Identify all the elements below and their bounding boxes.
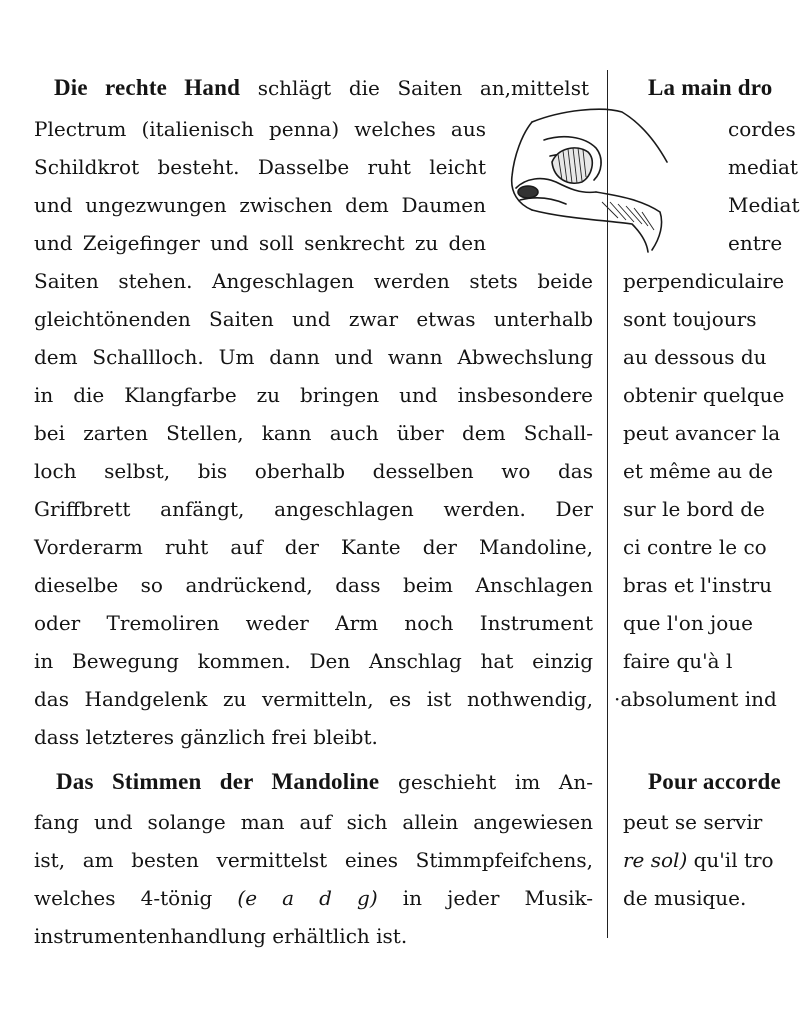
fr-line: et même au de [623,459,773,483]
text-line: dieselbe so andrückend, dass beim Anschlagen [34,573,593,597]
fr-line: perpendiculaire [623,269,785,293]
section-heading-stimmen: Das Stimmen der Mandoline [56,769,380,794]
fr-line: mediat [728,155,798,179]
note-names: re sol) [623,848,688,872]
text-line: in Bewegung kommen. Den Anschlag hat einzig [34,649,593,673]
fr-line: faire qu'à l [623,649,733,673]
section-heading-rechte-hand: Die rechte Hand [54,75,241,100]
text-line: Plectrum (italienisch penna) welches aus [34,117,486,141]
fr-line: ci contre le co [623,535,767,559]
fr-line: cordes [728,117,796,141]
text-line: oder Tremoliren weder Arm noch Instrument [34,611,593,635]
text-fragment: qu'il tro [693,848,774,872]
text-line: das Handgelenk zu vermitteln, es ist nothwendig, [34,687,593,711]
text-line: loch selbst, bis oberhalb desselben wo das [34,459,593,483]
text-line: schlägt die Saiten an,mittelst [257,76,589,100]
fr-line: peut se servir [623,810,763,834]
text-line: und Zeigefinger und soll senkrecht zu den [34,231,486,255]
text-line: geschieht im An- [398,770,594,794]
fr-line: de musique. [623,886,747,910]
fr-line: que l'on joue [623,611,754,635]
text-line: ist, am besten vermittelst eines Stimmpfeifchens, [34,848,593,872]
text-line [34,886,593,910]
fr-line: ·absolument ind [614,687,777,711]
fr-line: obtenir quelque [623,383,785,407]
text-fragment: in jeder Musik- [402,886,594,910]
fr-heading-main-droite: La main dro [648,75,773,100]
text-line: Vorderarm ruht auf der Kante der Mandoline, [34,535,593,559]
de-heading-line [54,76,589,100]
text-line: dass letzteres gänzlich frei bleibt. [34,725,378,749]
fr-line: sur le bord de [623,497,765,521]
text-line: dem Schallloch. Um dann und wann Abwechslung [34,345,593,369]
text-fragment: welches 4-tönig [34,886,213,910]
fr-line: entre [728,231,783,255]
fr-line: Mediat [728,193,800,217]
fr-line [623,848,774,872]
fr-line: au dessous du [623,345,767,369]
text-line: instrumentenhandlung erhältlich ist. [34,924,408,948]
fr-heading-accorder: Pour accorde [648,769,781,794]
text-line: gleichtönenden Saiten und zwar etwas unterhalb [34,307,593,331]
text-line: fang und solange man auf sich allein angewiesen [34,810,593,834]
text-line: Griffbrett anfängt, angeschlagen werden. Der [34,497,593,521]
fr-line: bras et l'instru [623,573,773,597]
text-line: und ungezwungen zwischen dem Daumen [34,193,486,217]
note-names: (e a d g) [237,886,378,910]
text-line: in die Klangfarbe zu bringen und insbesondere [34,383,593,407]
de-heading-line [56,770,593,794]
hand-holding-plectrum-illustration [492,104,677,254]
fr-line: peut avancer la [623,421,781,445]
text-line: Schildkrot besteht. Dasselbe ruht leicht [34,155,486,179]
text-line: bei zarten Stellen, kann auch über dem Schall- [34,421,593,445]
fr-line: sont toujours [623,307,757,331]
text-line: Saiten stehen. Angeschlagen werden stets beide [34,269,593,293]
